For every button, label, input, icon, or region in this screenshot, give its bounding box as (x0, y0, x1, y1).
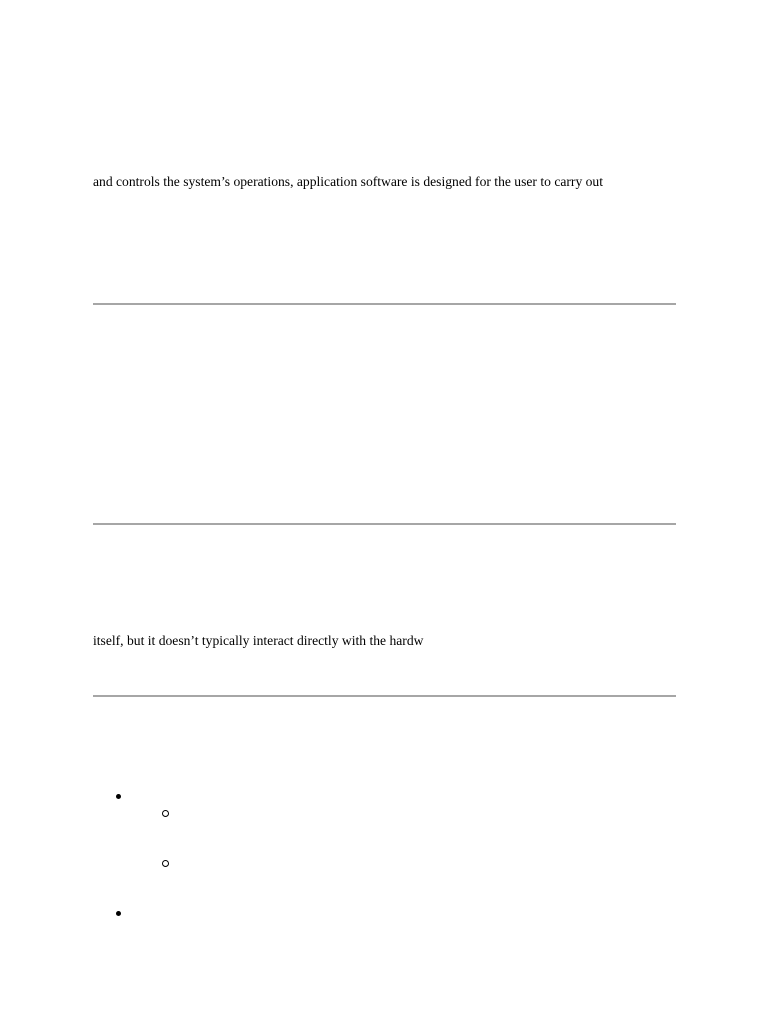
paragraph-line: itself, but it doesn’t typically interact directly with the hardw (93, 633, 424, 648)
disc-bullet-icon (116, 911, 121, 916)
circle-bullet-icon (162, 810, 169, 817)
circle-bullet-icon (162, 860, 169, 867)
disc-bullet-icon (116, 794, 121, 799)
horizontal-rule (93, 523, 676, 525)
horizontal-rule (93, 303, 676, 305)
paragraph-line: and controls the system’s operations, application software is designed for the user to carry out (93, 174, 604, 189)
horizontal-rule (93, 695, 676, 697)
